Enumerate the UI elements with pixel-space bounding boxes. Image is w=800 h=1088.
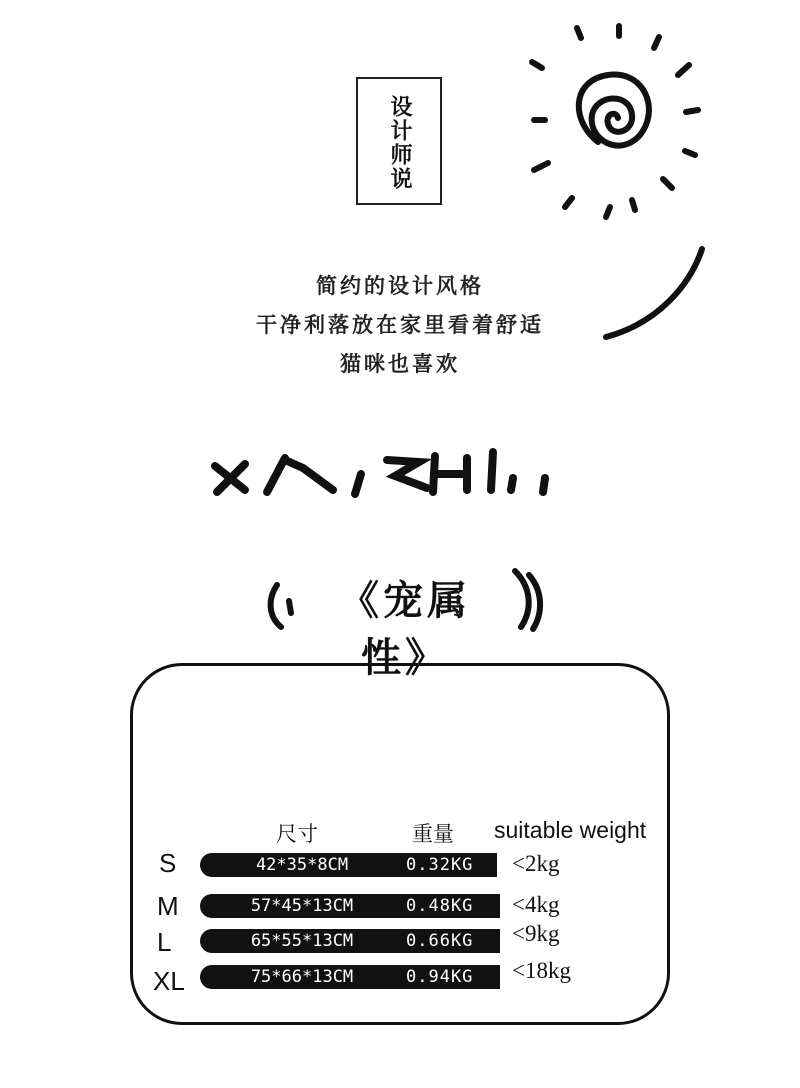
intro-line-3: 猫咪也喜欢 (340, 352, 460, 376)
size-label-l: L (157, 927, 172, 957)
size-label-m: M (157, 891, 179, 921)
sun-icon (520, 20, 720, 240)
size-bar-l (200, 929, 500, 953)
weight-l: 0.66KG (406, 931, 474, 951)
dimensions-s: 42*35*8CM (255, 855, 349, 875)
size-label-xl: XL (153, 966, 185, 996)
dimensions-m: 57*45*13CM (250, 896, 354, 916)
brand-logo (205, 428, 585, 528)
brand-subtitle: 《宠属性》 (339, 578, 471, 681)
intro-line-1: 简约的设计风格 (316, 274, 484, 298)
suitable-s: <2kg (512, 851, 560, 876)
header-weight: 重量 (412, 822, 454, 846)
size-bar-m (200, 894, 500, 918)
header-size: 尺寸 (276, 822, 318, 846)
size-bar-s (200, 853, 497, 877)
brand-subtitle-wrap (255, 555, 555, 681)
suitable-xl: <18kg (512, 958, 571, 983)
intro-line-2: 干净利落放在家里看着舒适 (256, 313, 544, 337)
dimensions-xl: 75*66*13CM (250, 967, 354, 987)
weight-xl: 0.94KG (406, 967, 474, 987)
weight-s: 0.32KG (406, 855, 474, 875)
suitable-m: <4kg (512, 892, 560, 917)
size-bar-xl (200, 965, 500, 989)
designer-says-box (356, 77, 442, 205)
suitable-l: <9kg (512, 921, 560, 946)
header-suitable-weight: suitable weight (494, 817, 647, 843)
dimensions-l: 65*55*13CM (250, 931, 354, 951)
size-label-s: S (159, 848, 177, 878)
designer-says-text: 设计师说 (387, 95, 412, 191)
weight-m: 0.48KG (406, 896, 474, 916)
brand-name: XIAZHI (205, 428, 209, 429)
